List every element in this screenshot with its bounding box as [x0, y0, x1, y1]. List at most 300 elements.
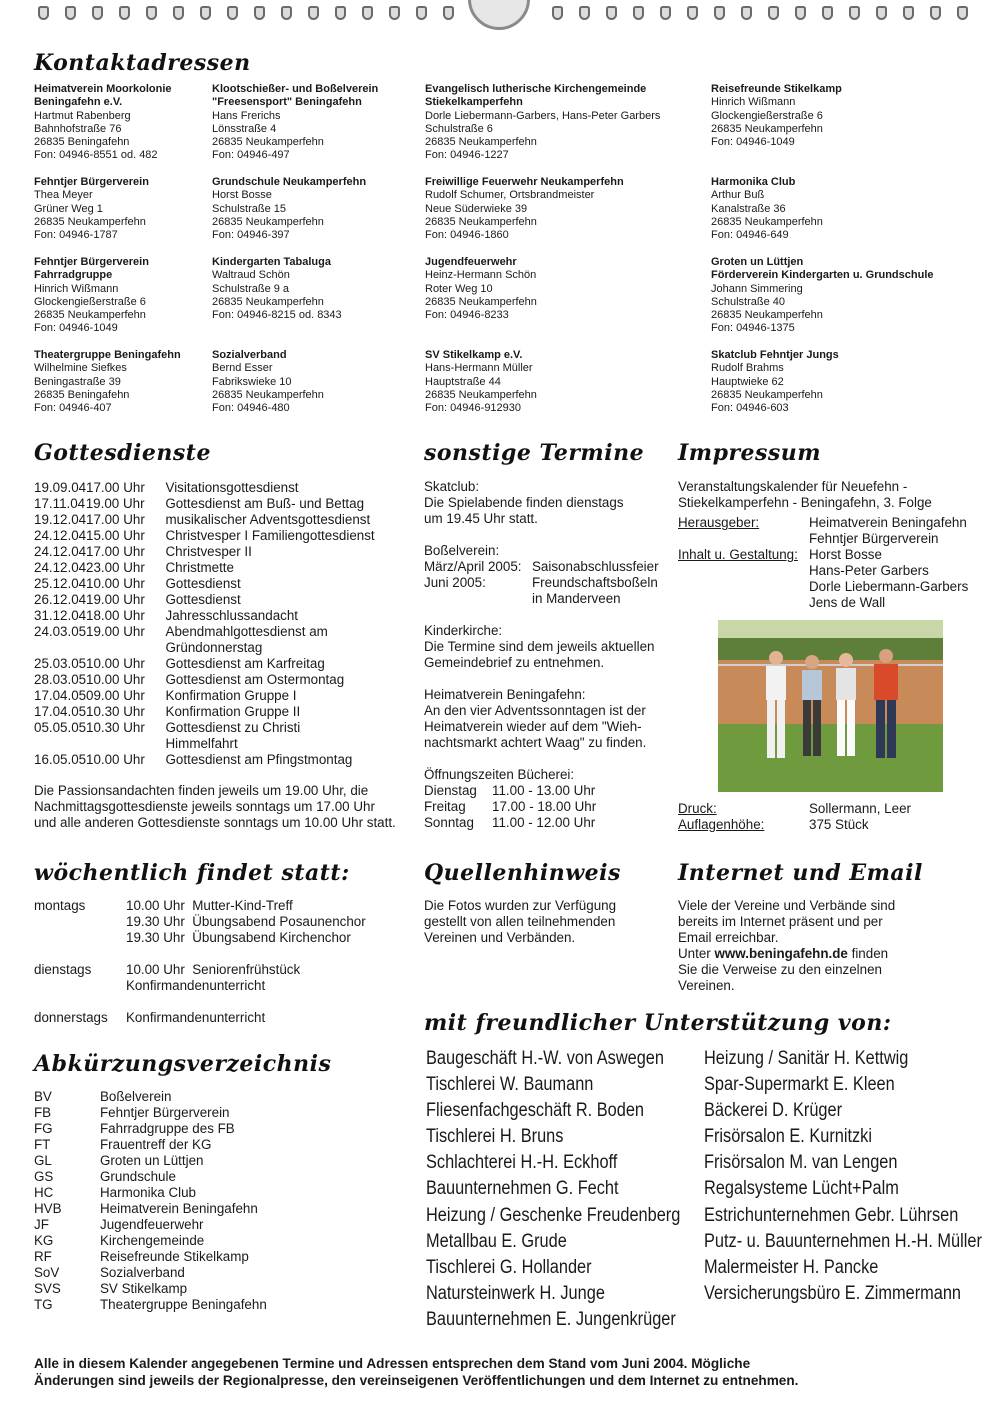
sponsor-item: Baugeschäft H.-W. von Aswegen [426, 1048, 664, 1069]
contact-line: 26835 Neukamperfehn [212, 388, 324, 401]
service-time: 09.00 Uhr [86, 688, 145, 703]
skat-line: Die Spielabende finden dienstags [424, 495, 624, 510]
website-link[interactable]: www.beningafehn.de [714, 946, 848, 961]
heimatverein-line: nachtsmarkt achtert Waag" zu finden. [424, 735, 647, 750]
heimatverein-line: Heimatverein wieder auf dem "Wieh- [424, 719, 642, 734]
contact-line: Hartmut Rabenberg [34, 109, 131, 122]
impressum [678, 479, 988, 611]
binding-ring [38, 6, 49, 20]
service-time: 15.00 Uhr [86, 528, 145, 543]
service-description-line: Gottesdienst am Pfingstmontag [165, 752, 353, 767]
contact-line: Fon: 04946-912930 [425, 402, 522, 415]
kinderkirche-line: Kinderkirche: [424, 623, 503, 638]
abbreviation-code: FB [34, 1105, 52, 1120]
weekly-row [34, 962, 414, 994]
contact-line: Bernd Esser [212, 362, 273, 375]
heading-gottesdienste: Gottesdienste [34, 440, 211, 466]
service-time: 10.00 Uhr [86, 672, 145, 687]
bossel-when: März/April 2005: [424, 559, 522, 574]
contact-name: Evangelisch lutherische Kirchengemeinde [425, 83, 647, 95]
binding-ring [254, 6, 265, 20]
weekly-row [34, 1010, 414, 1026]
abbreviation-row [34, 1089, 414, 1105]
contact-line: Hans-Hermann Müller [425, 362, 533, 375]
binding-ring [92, 6, 103, 20]
service-description-line: Jahresschlussandacht [165, 608, 299, 623]
weekly-item: 10.00 Uhr Mutter-Kind-Treff [126, 898, 293, 913]
contact-name: Stiekelkamperfehn [425, 96, 523, 109]
contact-card [711, 176, 823, 242]
service-description [166, 560, 414, 576]
binding-ring [849, 6, 860, 20]
internet-text [678, 898, 988, 994]
contact-line: Fon: 04946-1049 [711, 136, 795, 149]
contact-line: Waltraud Schön [212, 269, 290, 282]
service-time: 17.00 Uhr [86, 480, 145, 495]
service-time: 19.00 Uhr [85, 496, 145, 511]
sponsor-item: Spar-Supermarkt E. Kleen [704, 1074, 895, 1096]
contact-line: Fon: 04946-1860 [425, 229, 509, 242]
service-date: 24.12.04 [34, 544, 87, 559]
services-note-line: Nachmittagsgottesdienste jeweils sonntags um 17.00 Uhr [34, 799, 375, 814]
abbreviation-row [34, 1185, 414, 1201]
service-time: 10.30 Uhr [86, 720, 145, 735]
abbreviation-full: Boßelverein [100, 1089, 172, 1104]
contact-card [425, 256, 537, 322]
service-description-line: Christvesper II [165, 544, 252, 559]
weekly-items [126, 898, 366, 946]
sponsor-item: Putz- u. Bauunternehmen H.-H. Müller [704, 1230, 982, 1252]
abbreviation-code: RF [34, 1249, 52, 1264]
sponsor-item: Tischlerei W. Baumann [426, 1074, 594, 1096]
service-time: 10.00 Uhr [86, 656, 145, 671]
abbreviation-code: BV [34, 1089, 52, 1104]
contact-line: Fon: 04946-1049 [34, 322, 118, 335]
contact-card [425, 83, 660, 163]
spacer [424, 671, 674, 687]
service-date: 25.03.05 [34, 656, 87, 671]
contact-line: Hauptwieke 62 [711, 375, 784, 388]
contact-line: 26835 Neukamperfehn [212, 215, 324, 228]
service-row [34, 624, 414, 656]
binding-ring [443, 6, 454, 20]
contact-name: Kindergarten Tabaluga [212, 256, 331, 268]
quellenhinweis-line: Die Fotos wurden zur Verfügung [424, 898, 617, 913]
contact-line: 26835 Neukamperfehn [34, 215, 146, 228]
service-date: 26.12.04 [34, 592, 87, 607]
service-description [166, 688, 414, 704]
contact-name: Grundschule Neukamperfehn [212, 176, 367, 188]
contact-line: Horst Bosse [212, 189, 272, 202]
contact-line: Fon: 04946-603 [711, 402, 789, 415]
abbreviation-full: Frauentreff der KG [100, 1137, 212, 1152]
contact-line: Wilhelmine Siefkes [34, 362, 127, 375]
service-time: 17.00 Uhr [86, 512, 145, 527]
inhalt-value: Horst Bosse [809, 547, 882, 562]
buecherei-day: Sonntag [424, 815, 474, 830]
contact-line: Heinz-Hermann Schön [425, 269, 537, 282]
bossel-what [532, 559, 659, 575]
binding-ring [687, 6, 698, 20]
contact-name: SV Stikelkamp e.V. [425, 349, 523, 361]
service-description-line: Gottesdienst [165, 592, 241, 607]
service-description-line: Christvesper I Familiengottesdienst [165, 528, 375, 543]
service-description [166, 512, 414, 528]
contact-line: Fabrikswieke 10 [212, 375, 292, 388]
contact-name: Fehntjer Bürgerverein [34, 176, 149, 188]
contact-line: 26835 Neukamperfehn [711, 215, 823, 228]
service-description-line: Konfirmation Gruppe II [165, 704, 301, 719]
auflage-value: 375 Stück [809, 817, 869, 832]
contact-card [34, 83, 172, 163]
binding-ring [200, 6, 211, 20]
abbreviation-full: Grundschule [100, 1169, 176, 1184]
contact-card [34, 176, 149, 242]
service-description [166, 752, 414, 768]
contact-line: Hauptstraße 44 [425, 375, 501, 388]
abbreviation-code: FT [34, 1137, 51, 1152]
service-description [166, 720, 414, 752]
internet-line: Sie die Verweise zu den einzelnen [678, 962, 882, 977]
service-row [34, 672, 414, 688]
binding-ring [633, 6, 644, 20]
impressum-intro-line: Veranstaltungskalender für Neuefehn - [678, 479, 908, 494]
service-row [34, 592, 414, 608]
service-description-line: Gottesdienst zu Christi [165, 720, 301, 735]
binding-ring [416, 6, 427, 20]
contact-line: Fon: 04946-497 [212, 149, 290, 162]
abbreviation-code: JF [34, 1217, 49, 1232]
skat-line: Skatclub: [424, 479, 480, 494]
skat-line: um 19.45 Uhr statt. [424, 511, 538, 526]
abbreviation-row [34, 1105, 414, 1121]
print-info [678, 801, 988, 833]
buecherei-time: 11.00 - 13.00 Uhr [492, 783, 596, 798]
binding-ring [768, 6, 779, 20]
binding-ring [552, 6, 563, 20]
weekly-day: montags [34, 898, 86, 913]
contact-card [711, 83, 842, 149]
service-description-line: Visitationsgottesdienst [165, 480, 299, 495]
kinderkirche-line: Gemeindebrief zu entnehmen. [424, 655, 605, 670]
sponsor-item: Frisörsalon M. van Lengen [704, 1152, 898, 1174]
contact-line: 26835 Neukamperfehn [212, 295, 324, 308]
contact-line: Fon: 04946-8215 od. 8343 [212, 309, 342, 322]
abbreviation-full: Groten un Lüttjen [100, 1153, 204, 1168]
inhalt-label: Inhalt u. Gestaltung: [678, 547, 798, 562]
contact-line: Fon: 04946-8551 od. 482 [34, 149, 158, 162]
service-description [166, 480, 414, 496]
abbreviation-full: Fahrradgruppe des FB [100, 1121, 235, 1136]
bossel-what [532, 575, 658, 607]
weekly-row [34, 898, 414, 946]
contact-line: Fon: 04946-480 [212, 402, 290, 415]
abbreviation-code: FG [34, 1121, 53, 1136]
druck-row [678, 801, 988, 817]
spacer [424, 607, 674, 623]
heading-abkuerzungen: Abkürzungsverzeichnis [34, 1051, 332, 1077]
abbreviation-code: SVS [34, 1281, 61, 1296]
weekly-schedule [34, 898, 414, 1026]
binding-ring [903, 6, 914, 20]
service-date: 28.03.05 [34, 672, 87, 687]
weekly-day: dienstags [34, 962, 92, 977]
service-description [166, 672, 414, 688]
internet-pre: Unter [678, 946, 715, 961]
contact-line: Fon: 04946-1375 [711, 322, 795, 335]
sponsor-item: Tischlerei G. Hollander [426, 1256, 592, 1278]
bossel-title: Boßelverein: [424, 543, 500, 558]
service-date: 16.05.05 [34, 752, 87, 767]
abbreviation-full: Jugendfeuerwehr [100, 1217, 204, 1232]
service-description [166, 592, 414, 608]
auflage-row [678, 817, 988, 833]
abbreviation-row [34, 1137, 414, 1153]
service-date: 24.12.04 [34, 560, 87, 575]
binding-ring [741, 6, 752, 20]
service-description-line: Himmelfahrt [165, 736, 238, 751]
abbreviation-code: GS [34, 1169, 54, 1184]
service-date: 19.12.04 [34, 512, 87, 527]
inhalt-value: Dorle Liebermann-Garbers [809, 579, 969, 594]
bossel-row [424, 575, 674, 607]
abbreviation-code: HVB [34, 1201, 62, 1216]
services-note-line: und alle anderen Gottesdienste sonntags um 10.00 Uhr statt. [34, 815, 396, 830]
contact-line: Dorle Liebermann-Garbers, Hans-Peter Garbers [425, 109, 661, 122]
contact-line: 26835 Beningafehn [34, 136, 130, 149]
abbreviation-code: GL [34, 1153, 52, 1168]
binding-ring [876, 6, 887, 20]
spacer [424, 751, 674, 767]
abbreviation-row [34, 1201, 414, 1217]
service-description-line: Gründonnerstag [165, 640, 263, 655]
contact-line: Schulstraße 15 [212, 202, 286, 215]
service-time: 18.00 Uhr [86, 608, 145, 623]
contact-card [212, 349, 324, 415]
buecherei-row [424, 815, 674, 831]
sponsor-item: Schlachterei H.-H. Eckhoff [426, 1152, 618, 1174]
binding-ring [335, 6, 346, 20]
contact-name: Reisefreunde Stikelkamp [711, 83, 842, 95]
heading-quellenhinweis: Quellenhinweis [424, 860, 621, 886]
service-row [34, 704, 414, 720]
sponsor-item: Bauunternehmen G. Fecht [426, 1178, 619, 1200]
service-description [165, 496, 414, 512]
service-date: 17.04.05 [34, 704, 87, 719]
druck-label: Druck: [678, 801, 717, 816]
spacer [424, 527, 674, 543]
contact-line: Schulstraße 6 [425, 122, 493, 135]
service-description [166, 528, 414, 544]
abbreviation-row [34, 1249, 414, 1265]
contact-line: Rudolf Brahms [711, 362, 784, 375]
internet-line: bereits im Internet präsent und per [678, 914, 883, 929]
service-date: 17.11.04 [34, 496, 86, 511]
service-time: 19.00 Uhr [86, 624, 145, 639]
service-row [34, 480, 414, 496]
sonstige-termine [424, 479, 674, 831]
service-row [34, 720, 414, 752]
contact-line: Glockengießerstraße 6 [711, 109, 823, 122]
bossel-row [424, 559, 674, 575]
abbreviation-full: Kirchengemeinde [100, 1233, 205, 1248]
buecherei-time: 17.00 - 18.00 Uhr [492, 799, 597, 814]
abbreviation-row [34, 1297, 414, 1313]
service-time: 23.00 Uhr [86, 560, 145, 575]
abbreviation-code: KG [34, 1233, 54, 1248]
contact-name: "Freesensport" Beningafehn [212, 96, 362, 109]
internet-url-line [678, 946, 988, 962]
service-time: 10.00 Uhr [86, 576, 145, 591]
contact-name: Groten un Lüttjen [711, 256, 804, 268]
contact-name: Förderverein Kindergarten u. Grundschule [711, 269, 934, 282]
service-row [34, 496, 414, 512]
quellenhinweis-line: gestellt von allen teilnehmenden [424, 914, 616, 929]
service-description [166, 608, 414, 624]
services-note [34, 783, 424, 831]
contact-line: Neue Süderwieke 39 [425, 202, 528, 215]
service-row [34, 512, 414, 528]
heading-sonstige-termine: sonstige Termine [424, 440, 645, 466]
contact-line: Schulstraße 40 [711, 295, 785, 308]
internet-line: Viele der Vereine und Verbände sind [678, 898, 896, 913]
footer-line: Alle in diesem Kalender angegebenen Termine und Adressen entsprechen dem Stand vom Juni 2004. Mögliche [34, 1356, 751, 1371]
service-description [166, 624, 414, 656]
abbreviation-code: HC [34, 1185, 54, 1200]
sponsor-item: Bauunternehmen E. Jungenkrüger [426, 1308, 676, 1330]
binding-ring [389, 6, 400, 20]
binding-ring [308, 6, 319, 20]
binding-ring [822, 6, 833, 20]
service-time: 10.30 Uhr [86, 704, 145, 719]
bossel-what-line: in Manderveen [532, 591, 621, 606]
contact-line: 26835 Neukamperfehn [425, 388, 537, 401]
service-description [166, 544, 414, 560]
contact-line: Rudolf Schumer, Ortsbrandmeister [425, 189, 595, 202]
abbreviation-row [34, 1217, 414, 1233]
service-row [34, 560, 414, 576]
contact-card [34, 349, 181, 415]
contact-card [425, 176, 624, 242]
service-description-line: Konfirmation Gruppe I [165, 688, 297, 703]
service-description [166, 704, 414, 720]
binding-ring [579, 6, 590, 20]
contact-name: Skatclub Fehntjer Jungs [711, 349, 839, 361]
service-description-line: Gottesdienst [165, 576, 241, 591]
contact-card [34, 256, 149, 336]
contact-name: Theatergruppe Beningafehn [34, 349, 181, 361]
service-date: 05.05.05 [34, 720, 87, 735]
herausgeber-row [678, 515, 988, 547]
sponsor-item: Versicherungsbüro E. Zimmermann [704, 1282, 962, 1304]
binding-ring [281, 6, 292, 20]
service-time: 17.00 Uhr [86, 544, 145, 559]
abbreviation-row [34, 1233, 414, 1249]
buecherei-day: Dienstag [424, 783, 477, 798]
sponsor-item: Frisörsalon E. Kurnitzki [704, 1126, 872, 1148]
internet-line: Vereinen. [678, 978, 735, 993]
sponsor-item: Heizung / Sanitär H. Kettwig [704, 1048, 909, 1069]
inhalt-value: Hans-Peter Garbers [809, 563, 929, 578]
binding-ring [957, 6, 968, 20]
contact-line: Bahnhofstraße 76 [34, 122, 122, 135]
sponsor-item: Natursteinwerk H. Junge [426, 1282, 605, 1304]
sponsor-item: Estrichunternehmen Gebr. Lührsen [704, 1204, 959, 1226]
herausgeber-value: Fehntjer Bürgerverein [809, 531, 939, 546]
contact-line: 26835 Neukamperfehn [425, 215, 537, 228]
contact-line: Hans Frerichs [212, 109, 281, 122]
contact-line: Johann Simmering [711, 282, 803, 295]
sponsor-item: Heizung / Geschenke Freudenberg [426, 1204, 681, 1226]
binding-ring [119, 6, 130, 20]
service-date: 24.12.04 [34, 528, 87, 543]
group-photo [718, 620, 943, 792]
contact-line: 26835 Neukamperfehn [212, 136, 324, 149]
inhalt-values [809, 547, 968, 611]
internet-line: Email erreichbar. [678, 930, 779, 945]
contact-line: 26835 Neukamperfehn [711, 388, 823, 401]
contact-line: 26835 Neukamperfehn [711, 122, 823, 135]
service-row [34, 544, 414, 560]
service-date: 17.04.05 [34, 688, 87, 703]
quellenhinweis-line: Vereinen und Verbänden. [424, 930, 576, 945]
services-note-line: Die Passionsandachten finden jeweils um 19.00 Uhr, die [34, 783, 369, 798]
binding-ring [714, 6, 725, 20]
contact-name: Heimatverein Moorkolonie [34, 83, 172, 95]
contact-line: 26835 Neukamperfehn [34, 309, 146, 322]
buecherei-row [424, 783, 674, 799]
footer-line: Änderungen sind jeweils der Regionalpresse, den vereinseigenen Veröffentlichungen und dem Internet zu entnehmen. [34, 1373, 799, 1388]
abbreviation-full: Fehntjer Bürgerverein [100, 1105, 230, 1120]
impressum-intro-line: Stiekelkamperfehn - Beningafehn, 3. Folge [678, 495, 932, 510]
abbreviation-full: Heimatverein Beningafehn [100, 1201, 258, 1216]
heading-kontaktadressen: Kontaktadressen [34, 50, 251, 76]
abbreviation-row [34, 1153, 414, 1169]
contact-card [711, 349, 839, 415]
contact-line: Fon: 04946-8233 [425, 309, 509, 322]
heading-woechentlich: wöchentlich findet statt: [34, 860, 350, 886]
bossel-what-line: Freundschaftsboßeln [532, 575, 658, 590]
contact-line: 26835 Neukamperfehn [711, 309, 823, 322]
contact-line: 26835 Neukamperfehn [425, 295, 537, 308]
services-list [34, 480, 414, 768]
sponsor-item: Metallbau E. Grude [426, 1230, 567, 1252]
binding-hanger [468, 0, 530, 30]
binding-ring [930, 6, 941, 20]
contact-name: Beningafehn e.V. [34, 96, 123, 109]
service-description-line: Abendmahlgottesdienst am [165, 624, 328, 639]
service-date: 19.09.04 [34, 480, 87, 495]
abbreviation-row [34, 1121, 414, 1137]
sponsor-item: Regalsysteme Lücht+Palm [704, 1178, 899, 1200]
abbreviation-row [34, 1281, 414, 1297]
binding-ring [606, 6, 617, 20]
contact-line: Fon: 04946-1787 [34, 229, 118, 242]
quellenhinweis-text [424, 898, 674, 946]
contact-line: Lönsstraße 4 [212, 122, 277, 135]
binding-ring [227, 6, 238, 20]
sponsor-list-right [704, 1046, 982, 1307]
sponsor-item: Tischlerei H. Bruns [426, 1126, 564, 1148]
contact-card [212, 176, 366, 242]
kinderkirche-line: Die Termine sind dem jeweils aktuellen [424, 639, 655, 654]
binding-ring [173, 6, 184, 20]
weekly-item: 19.30 Uhr Übungsabend Posaunenchor [126, 914, 366, 929]
auflage-label: Auflagenhöhe: [678, 817, 765, 832]
contact-line: Fon: 04946-407 [34, 402, 112, 415]
spiral-binding [0, 0, 1000, 30]
service-row [34, 656, 414, 672]
